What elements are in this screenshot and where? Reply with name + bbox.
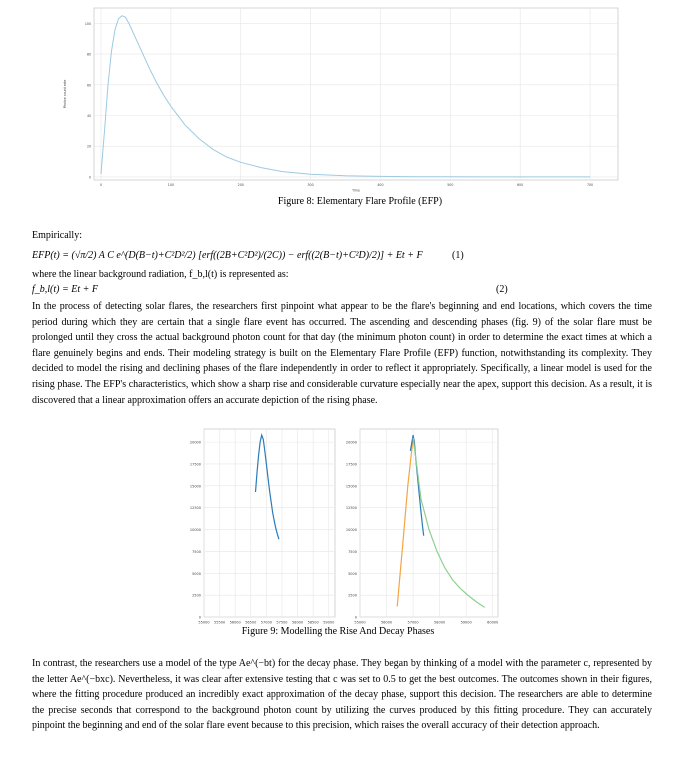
x-tick-label: 58000: [434, 620, 446, 625]
figure-9-right-chart: [336, 425, 501, 625]
y-tick-label: 20: [86, 144, 91, 149]
x-tick-label: 55000: [198, 620, 210, 625]
y-tick-label: 2500: [192, 593, 201, 598]
x-tick-label: 300: [307, 183, 314, 188]
y-tick-label: 7500: [348, 549, 357, 554]
plot-frame: [360, 429, 498, 617]
x-tick-label: 57500: [276, 620, 288, 625]
y-tick-label: 0: [198, 615, 201, 620]
x-tick-label: 56500: [245, 620, 257, 625]
y-tick-label: 5000: [192, 571, 201, 576]
x-tick-label: 56000: [380, 620, 393, 625]
y-tick-label: 12500: [189, 506, 201, 511]
x-tick-label: 59000: [460, 620, 472, 625]
y-tick-label: 10000: [189, 528, 201, 533]
y-tick-label: 15000: [345, 484, 357, 489]
x-tick-label: 60000: [487, 620, 499, 625]
figure-9-caption: Figure 9: Modelling the Rise And Decay Phases: [241, 626, 435, 637]
empirically-label: Empirically:: [32, 230, 82, 241]
y-axis-label: Photon count rate: [63, 79, 67, 109]
y-tick-label: 15000: [189, 484, 201, 489]
x-tick-label: 200: [237, 183, 244, 188]
x-tick-label: 59000: [323, 620, 335, 625]
figure-8-chart: [60, 6, 620, 193]
y-tick-label: 17500: [345, 462, 357, 467]
y-tick-label: 12500: [345, 506, 357, 511]
x-tick-label: 55500: [214, 620, 226, 625]
equation-1-number: (1): [452, 250, 464, 261]
x-tick-label: 600: [517, 183, 524, 188]
where-line: where the linear background radiation, f_b,l(t) is represented as:: [32, 269, 289, 280]
y-tick-label: 7500: [192, 549, 201, 554]
y-tick-label: 100: [84, 21, 91, 26]
x-tick-label: 100: [167, 183, 174, 188]
y-tick-label: 17500: [189, 462, 201, 467]
plot-frame: [204, 429, 335, 617]
y-tick-label: 2500: [348, 593, 357, 598]
y-tick-label: 20000: [189, 440, 201, 445]
equation-2: f_b,l(t) = Et + F: [32, 284, 98, 295]
x-tick-label: 58500: [307, 620, 319, 625]
paragraph-decay-phase: In contrast, the researchers use a model of the type Ae^(−bt) for the decay phase. They began by thinking of a model with the parameter c, represented by the letter Ae^(−bxc). Nevertheless, it was clear after extensive testing that c was set to 0.5 to get the best outcomes. The outcomes shown in their figures, where the fitting procedure produced an incredibly exact approximation of the decay phase, support this decision. The researchers are able to determine the precise seconds that correspond to the background photon count by utilizing the curves produced by this fitting procedure. They can accurately pinpoint the beginning and end of the solar flare event because to this precision, which raises the overall accuracy of their detection approach.: [32, 658, 652, 732]
y-tick-label: 5000: [348, 571, 357, 576]
x-tick-label: 700: [587, 183, 594, 188]
y-tick-label: 60: [86, 83, 91, 88]
plot-frame: [94, 8, 618, 180]
x-tick-label: 57000: [407, 620, 419, 625]
y-tick-label: 0: [88, 175, 91, 180]
x-tick-label: 58000: [292, 620, 304, 625]
equation-1: EFP(t) = (√π/2) A C e^(D(B−t)+C²D²/2) [erf((2B+C²D²)/(2C)) − erf((2(B−t)+C²D)/2)] + Et + F: [32, 250, 423, 261]
x-tick-label: 0: [99, 183, 103, 188]
y-tick-label: 10000: [345, 528, 357, 533]
y-tick-label: 0: [354, 615, 357, 620]
x-axis-label: Time: [352, 188, 360, 193]
x-tick-label: 57000: [260, 620, 272, 625]
figure-8-caption: Figure 8: Elementary Flare Profile (EFP): [277, 196, 443, 207]
y-tick-label: 80: [86, 52, 91, 57]
y-tick-label: 20000: [345, 440, 357, 445]
paragraph-rise-phase: In the process of detecting solar flares, the researchers first pinpoint what appear to be the flare's beginning and end locations, which covers the time period during which they are certain that a single flare event has occurred. The ascending and descending phases (fig. 9) of the solar flare must be prolonged until they cross the actual background photon count for that day (the minimum photon count) in order to determine the exact times at which a flare genuinely begins and ends. Their modeling strategy is built on the Elementary Flare Profile (EFP) function, notwithstanding its complexity. They decided to model the rising and declining phases of the flare independently in order to reflect it appropriately. Specifically, a linear model is used for the rising phase. The EFP's characteristics, which show a sharp rise and considerable curvature especially near the apex, support this decision. As a result, it is discovered that a linear approximation offers an accurate depiction of the rising phase.: [32, 301, 652, 406]
equation-2-number: (2): [496, 284, 508, 295]
figure-9-left-chart: [178, 425, 338, 625]
x-tick-label: 500: [447, 183, 454, 188]
x-tick-label: 56000: [229, 620, 241, 625]
x-tick-label: 400: [377, 183, 384, 188]
y-tick-label: 40: [86, 114, 91, 118]
x-tick-label: 55000: [354, 620, 366, 625]
